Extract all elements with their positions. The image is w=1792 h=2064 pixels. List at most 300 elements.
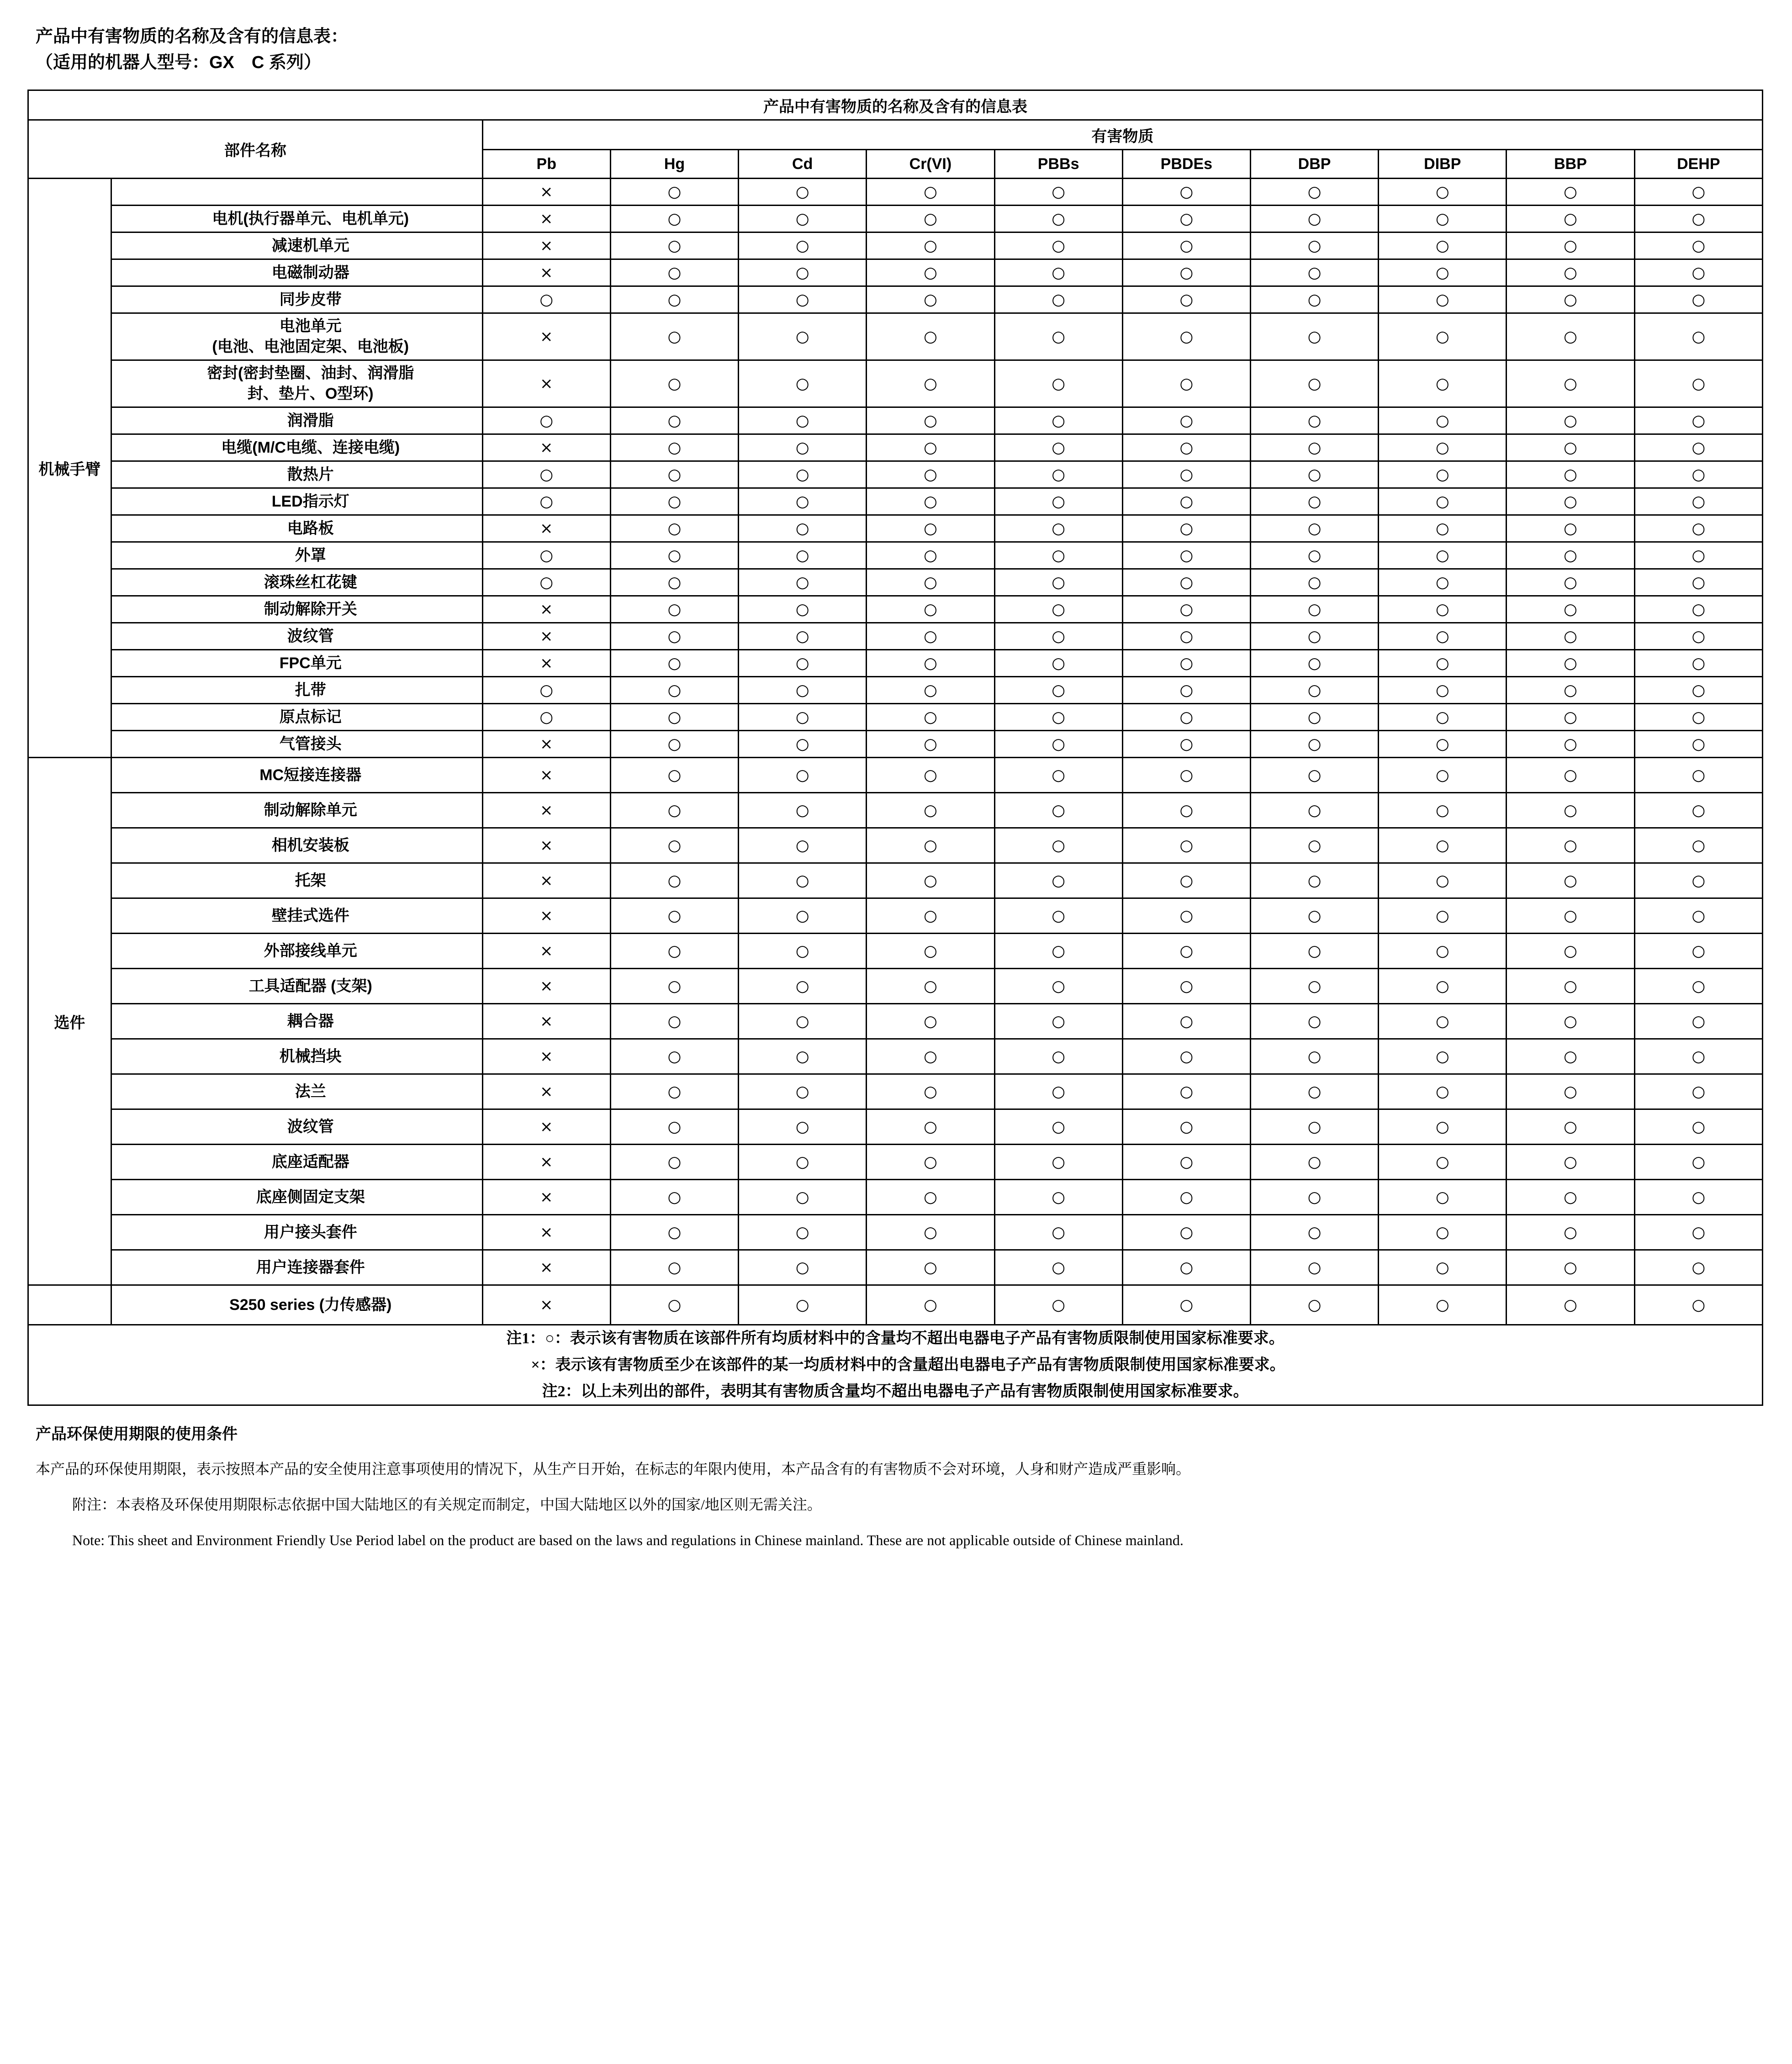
substance-mark-cell: ○: [739, 863, 867, 898]
substance-mark-cell: ○: [1507, 1004, 1634, 1039]
substance-mark-cell: ○: [994, 179, 1122, 206]
substance-mark-cell: ○: [482, 704, 610, 731]
part-name-cell: 工具适配器 (支架): [111, 969, 482, 1004]
table-title: 产品中有害物质的名称及含有的信息表: [28, 90, 1763, 120]
substance-mark-cell: ○: [1250, 259, 1378, 286]
substance-mark-cell: ○: [1379, 1074, 1507, 1109]
substance-mark-cell: ○: [482, 488, 610, 515]
substance-mark-cell: ×: [482, 232, 610, 259]
substance-mark-cell: ○: [1250, 313, 1378, 360]
row-category-label: [28, 1285, 111, 1325]
substance-mark-cell: ○: [1122, 1109, 1250, 1145]
substance-mark-cell: ○: [610, 259, 738, 286]
substance-mark-cell: ○: [1250, 1285, 1378, 1325]
part-name-cell: 波纹管: [111, 1109, 482, 1145]
substance-mark-cell: ○: [1634, 1145, 1762, 1180]
heading-line-1: 产品中有害物质的名称及含有的信息表：: [36, 27, 349, 46]
substance-mark-cell: ○: [610, 542, 738, 569]
table-row: [28, 515, 1763, 542]
substance-mark-cell: ○: [867, 179, 994, 206]
substance-mark-cell: ○: [994, 650, 1122, 677]
substance-mark-cell: ○: [994, 863, 1122, 898]
table-row: [28, 461, 1763, 488]
substance-mark-cell: ○: [482, 407, 610, 434]
part-name-cell: [111, 179, 482, 206]
substance-mark-cell: ○: [1122, 650, 1250, 677]
substance-mark-cell: ○: [1379, 461, 1507, 488]
table-group-header-row: [28, 120, 1763, 150]
substance-column-header: Cd: [739, 150, 867, 179]
substance-mark-cell: ○: [1507, 179, 1634, 206]
substance-mark-cell: ○: [867, 863, 994, 898]
substance-mark-cell: ○: [1507, 569, 1634, 596]
substance-mark-cell: ○: [867, 704, 994, 731]
substance-mark-cell: ○: [1250, 677, 1378, 704]
substance-mark-cell: ○: [1634, 259, 1762, 286]
substance-mark-cell: ○: [1634, 969, 1762, 1004]
substance-mark-cell: ○: [994, 731, 1122, 758]
substance-mark-cell: ○: [1634, 793, 1762, 828]
substance-mark-cell: ○: [994, 434, 1122, 461]
substance-mark-cell: ×: [482, 623, 610, 650]
substance-mark-cell: ○: [1634, 179, 1762, 206]
substance-mark-cell: ○: [1122, 179, 1250, 206]
substance-mark-cell: ○: [1507, 969, 1634, 1004]
substance-mark-cell: ○: [1250, 1039, 1378, 1074]
substance-mark-cell: ○: [1122, 569, 1250, 596]
substance-mark-cell: ○: [1507, 434, 1634, 461]
part-name-cell: LED指示灯: [111, 488, 482, 515]
table-row: [28, 758, 1763, 793]
substance-mark-cell: ○: [867, 731, 994, 758]
substance-mark-cell: ○: [610, 461, 738, 488]
part-name-cell: 电路板: [111, 515, 482, 542]
substance-mark-cell: ○: [994, 259, 1122, 286]
substance-mark-cell: ○: [1122, 1285, 1250, 1325]
substance-mark-cell: ○: [1379, 758, 1507, 793]
substance-mark-cell: ○: [867, 1109, 994, 1145]
substance-mark-cell: ○: [739, 677, 867, 704]
table-row: [28, 488, 1763, 515]
substance-mark-cell: ○: [1379, 1145, 1507, 1180]
substance-mark-cell: ○: [739, 704, 867, 731]
part-name-cell: 散热片: [111, 461, 482, 488]
substance-mark-cell: ○: [994, 206, 1122, 232]
substance-mark-cell: ○: [1122, 286, 1250, 313]
substance-mark-cell: ○: [1379, 286, 1507, 313]
substance-mark-cell: ○: [739, 407, 867, 434]
substance-mark-cell: ○: [867, 650, 994, 677]
substance-mark-cell: ○: [1634, 731, 1762, 758]
substance-mark-cell: ○: [867, 515, 994, 542]
substance-mark-cell: ○: [610, 286, 738, 313]
substance-mark-cell: ○: [1122, 1250, 1250, 1285]
substance-mark-cell: ○: [1507, 704, 1634, 731]
substance-mark-cell: ○: [482, 286, 610, 313]
substance-mark-cell: ○: [1634, 934, 1762, 969]
table-title-row: [28, 90, 1763, 120]
substance-mark-cell: ○: [1634, 1250, 1762, 1285]
part-name-cell: 电池单元 (电池、电池固定架、电池板): [111, 313, 482, 360]
substance-mark-cell: ○: [1507, 515, 1634, 542]
substance-mark-cell: ○: [994, 313, 1122, 360]
substance-mark-cell: ×: [482, 360, 610, 407]
substance-mark-cell: ○: [1634, 1285, 1762, 1325]
substance-mark-cell: ○: [610, 793, 738, 828]
footer-paragraph-3: Note: This sheet and Environment Friendly Use Period label on the product are based on the laws and regulations in Chinese mainland. These are not applicable outside of Chinese mainland.: [72, 1532, 1184, 1549]
substance-mark-cell: ○: [1379, 488, 1507, 515]
table-row: [28, 677, 1763, 704]
substance-mark-cell: ○: [1122, 623, 1250, 650]
part-name-cell: 机械挡块: [111, 1039, 482, 1074]
substance-mark-cell: ○: [739, 515, 867, 542]
substance-mark-cell: ○: [610, 1074, 738, 1109]
substance-column-header: DBP: [1250, 150, 1378, 179]
substance-column-header: PBDEs: [1122, 150, 1250, 179]
substance-mark-cell: ○: [1507, 1215, 1634, 1250]
table-row: [28, 313, 1763, 360]
substance-mark-cell: ○: [1634, 1004, 1762, 1039]
table-row: [28, 863, 1763, 898]
footer-heading: 产品环保使用期限的使用条件: [36, 1425, 238, 1443]
substance-mark-cell: ○: [867, 677, 994, 704]
substance-mark-cell: ○: [994, 793, 1122, 828]
substance-mark-cell: ×: [482, 650, 610, 677]
substance-mark-cell: ○: [739, 1074, 867, 1109]
substance-mark-cell: ○: [1507, 259, 1634, 286]
substance-mark-cell: ○: [739, 313, 867, 360]
substance-mark-cell: ○: [994, 1145, 1122, 1180]
substance-mark-cell: ○: [1122, 704, 1250, 731]
table-row: [28, 360, 1763, 407]
table-row: [28, 1180, 1763, 1215]
substance-mark-cell: ○: [1379, 179, 1507, 206]
part-name-cell: 用户连接器套件: [111, 1250, 482, 1285]
part-name-cell: 电机(执行器单元、电机单元): [111, 206, 482, 232]
document-heading: [36, 24, 1765, 76]
substance-mark-cell: ○: [867, 969, 994, 1004]
substance-mark-cell: ○: [994, 407, 1122, 434]
substance-mark-cell: ○: [867, 313, 994, 360]
substance-mark-cell: ○: [867, 286, 994, 313]
substance-mark-cell: ○: [1634, 863, 1762, 898]
substance-mark-cell: ○: [1250, 1250, 1378, 1285]
substance-mark-cell: ○: [994, 515, 1122, 542]
substance-mark-cell: ○: [1507, 1285, 1634, 1325]
substance-mark-cell: ×: [482, 179, 610, 206]
substance-mark-cell: ○: [1250, 758, 1378, 793]
table-row: [28, 1039, 1763, 1074]
substance-mark-cell: ○: [1379, 569, 1507, 596]
substance-mark-cell: ○: [1379, 1004, 1507, 1039]
substance-mark-cell: ○: [1634, 1109, 1762, 1145]
substance-mark-cell: ○: [1379, 969, 1507, 1004]
substance-mark-cell: ○: [610, 1004, 738, 1039]
substance-mark-cell: ○: [610, 898, 738, 934]
substance-mark-cell: ○: [867, 259, 994, 286]
substance-mark-cell: ○: [1122, 1215, 1250, 1250]
footer-paragraph-2: 附注：本表格及环保使用期限标志依据中国大陆地区的有关规定而制定，中国大陆地区以外的国家/地区则无需关注。: [72, 1496, 822, 1513]
table-row: [28, 1145, 1763, 1180]
substance-mark-cell: ○: [1634, 677, 1762, 704]
substance-mark-cell: ○: [610, 1039, 738, 1074]
substance-mark-cell: ○: [1250, 704, 1378, 731]
substance-mark-cell: ○: [610, 934, 738, 969]
substance-mark-cell: ○: [739, 360, 867, 407]
substance-mark-cell: ○: [1122, 206, 1250, 232]
substance-mark-cell: ×: [482, 515, 610, 542]
substance-mark-cell: ○: [1379, 623, 1507, 650]
substance-mark-cell: ○: [1122, 1004, 1250, 1039]
substance-mark-cell: ○: [739, 969, 867, 1004]
part-name-cell: 原点标记: [111, 704, 482, 731]
substance-column-header: DEHP: [1634, 150, 1762, 179]
substance-mark-cell: ○: [867, 1039, 994, 1074]
part-name-cell: 制动解除开关: [111, 596, 482, 623]
substance-mark-cell: ○: [1250, 232, 1378, 259]
substance-mark-cell: ○: [1122, 232, 1250, 259]
substance-mark-cell: ○: [610, 623, 738, 650]
substance-mark-cell: ○: [1250, 863, 1378, 898]
substance-mark-cell: ○: [867, 360, 994, 407]
substance-mark-cell: ○: [1507, 793, 1634, 828]
substance-mark-cell: ○: [739, 179, 867, 206]
substance-mark-cell: ○: [610, 1215, 738, 1250]
substance-mark-cell: ○: [1507, 1250, 1634, 1285]
substance-mark-cell: ○: [610, 677, 738, 704]
substance-mark-cell: ○: [994, 1250, 1122, 1285]
substance-mark-cell: ○: [1122, 542, 1250, 569]
substance-mark-cell: ○: [739, 1180, 867, 1215]
substance-mark-cell: ○: [739, 793, 867, 828]
substance-mark-cell: ○: [610, 569, 738, 596]
row-category-label: 机械手臂: [28, 179, 111, 758]
substance-mark-cell: ○: [1250, 596, 1378, 623]
substance-mark-cell: ○: [1122, 360, 1250, 407]
substance-mark-cell: ○: [1122, 677, 1250, 704]
part-name-cell: 电磁制动器: [111, 259, 482, 286]
substance-mark-cell: ○: [739, 596, 867, 623]
substance-mark-cell: ○: [1507, 542, 1634, 569]
substance-mark-cell: ○: [739, 1285, 867, 1325]
substance-mark-cell: ○: [1379, 542, 1507, 569]
substance-mark-cell: ○: [1250, 179, 1378, 206]
substance-mark-cell: ○: [1250, 934, 1378, 969]
substance-mark-cell: ○: [994, 1109, 1122, 1145]
substance-mark-cell: ○: [1634, 1180, 1762, 1215]
table-notes: [28, 1325, 1763, 1405]
substance-mark-cell: ○: [1634, 623, 1762, 650]
substance-mark-cell: ×: [482, 1215, 610, 1250]
substance-mark-cell: ○: [1122, 596, 1250, 623]
substance-mark-cell: ○: [1250, 569, 1378, 596]
substance-mark-cell: ○: [1379, 313, 1507, 360]
substance-mark-cell: ×: [482, 1004, 610, 1039]
part-name-cell: 扎带: [111, 677, 482, 704]
substance-mark-cell: ○: [994, 569, 1122, 596]
substance-mark-cell: ×: [482, 969, 610, 1004]
substance-mark-cell: ×: [482, 731, 610, 758]
substance-mark-cell: ○: [1122, 828, 1250, 863]
substance-mark-cell: ○: [739, 1039, 867, 1074]
substance-mark-cell: ○: [867, 407, 994, 434]
substance-mark-cell: ○: [994, 488, 1122, 515]
substance-mark-cell: ○: [1507, 596, 1634, 623]
substance-mark-cell: ○: [994, 934, 1122, 969]
substance-mark-cell: ○: [739, 1145, 867, 1180]
substance-mark-cell: ○: [1634, 1215, 1762, 1250]
part-name-cell: MC短接连接器: [111, 758, 482, 793]
substance-mark-cell: ×: [482, 259, 610, 286]
substance-mark-cell: ○: [867, 488, 994, 515]
part-name-cell: 制动解除单元: [111, 793, 482, 828]
substance-mark-cell: ○: [994, 828, 1122, 863]
substance-mark-cell: ○: [1634, 542, 1762, 569]
footer-section: [36, 1421, 1765, 1552]
table-row: [28, 1250, 1763, 1285]
table-row: [28, 569, 1763, 596]
substance-mark-cell: ○: [1250, 286, 1378, 313]
part-name-cell: 波纹管: [111, 623, 482, 650]
substance-mark-cell: ○: [867, 1215, 994, 1250]
substance-mark-cell: ×: [482, 434, 610, 461]
table-row: [28, 731, 1763, 758]
substance-mark-cell: ○: [1250, 650, 1378, 677]
substance-mark-cell: ○: [610, 434, 738, 461]
substance-mark-cell: ○: [610, 179, 738, 206]
substance-mark-cell: ○: [1250, 407, 1378, 434]
substance-mark-cell: ○: [739, 488, 867, 515]
substance-mark-cell: ○: [867, 623, 994, 650]
substance-mark-cell: ○: [1250, 434, 1378, 461]
table-row: [28, 793, 1763, 828]
substance-mark-cell: ○: [1634, 232, 1762, 259]
substance-mark-cell: ○: [610, 704, 738, 731]
substance-mark-cell: ○: [1122, 1039, 1250, 1074]
part-name-cell: 气管接头: [111, 731, 482, 758]
table-row: [28, 1285, 1763, 1325]
substance-mark-cell: ×: [482, 828, 610, 863]
substance-mark-cell: ○: [994, 596, 1122, 623]
table-row: [28, 232, 1763, 259]
substance-column-header: DIBP: [1379, 150, 1507, 179]
table-row: [28, 259, 1763, 286]
substance-mark-cell: ○: [1507, 286, 1634, 313]
substance-mark-cell: ○: [482, 542, 610, 569]
table-row: [28, 542, 1763, 569]
substance-mark-cell: ○: [1634, 704, 1762, 731]
table-row: [28, 1074, 1763, 1109]
substance-mark-cell: ○: [1634, 360, 1762, 407]
substance-mark-cell: ○: [1634, 758, 1762, 793]
substance-mark-cell: ○: [1250, 828, 1378, 863]
substance-mark-cell: ○: [610, 515, 738, 542]
table-row: [28, 1004, 1763, 1039]
substance-mark-cell: ○: [1250, 793, 1378, 828]
substance-mark-cell: ○: [739, 1109, 867, 1145]
substance-mark-cell: ○: [1122, 407, 1250, 434]
substance-mark-cell: ○: [1507, 758, 1634, 793]
substance-mark-cell: ○: [867, 596, 994, 623]
substance-mark-cell: ○: [739, 1250, 867, 1285]
substance-mark-cell: ○: [1122, 313, 1250, 360]
substance-mark-cell: ○: [867, 569, 994, 596]
part-name-cell: 底座侧固定支架: [111, 1180, 482, 1215]
substance-mark-cell: ○: [1250, 898, 1378, 934]
table-row: [28, 934, 1763, 969]
substance-mark-cell: ○: [739, 650, 867, 677]
substance-mark-cell: ○: [1507, 934, 1634, 969]
table-row: [28, 650, 1763, 677]
table-row: [28, 206, 1763, 232]
substance-mark-cell: ×: [482, 1145, 610, 1180]
substance-mark-cell: ○: [1634, 461, 1762, 488]
substance-mark-cell: ○: [610, 1109, 738, 1145]
substance-mark-cell: ○: [1250, 623, 1378, 650]
substance-mark-cell: ○: [1379, 898, 1507, 934]
part-name-cell: 滚珠丝杠花键: [111, 569, 482, 596]
substance-mark-cell: ×: [482, 1180, 610, 1215]
substance-mark-cell: ○: [739, 461, 867, 488]
substance-mark-cell: ○: [1122, 434, 1250, 461]
substance-mark-cell: ○: [739, 434, 867, 461]
substance-mark-cell: ○: [867, 758, 994, 793]
substance-mark-cell: ○: [867, 434, 994, 461]
substance-column-header: Pb: [482, 150, 610, 179]
part-name-cell: 壁挂式选件: [111, 898, 482, 934]
hazardous-substances-table: [27, 90, 1763, 1406]
substance-mark-cell: ○: [867, 1250, 994, 1285]
substance-mark-cell: ×: [482, 1250, 610, 1285]
substance-mark-cell: ○: [1507, 650, 1634, 677]
substance-mark-cell: ○: [1122, 863, 1250, 898]
substance-mark-cell: ○: [1379, 863, 1507, 898]
substance-mark-cell: ○: [610, 360, 738, 407]
substance-mark-cell: ○: [1634, 1039, 1762, 1074]
substance-mark-cell: ○: [1250, 461, 1378, 488]
table-row: [28, 434, 1763, 461]
substance-mark-cell: ○: [1122, 934, 1250, 969]
substance-mark-cell: ○: [994, 542, 1122, 569]
substance-mark-cell: ○: [867, 1285, 994, 1325]
substance-mark-cell: ○: [994, 758, 1122, 793]
substance-mark-cell: ○: [1250, 731, 1378, 758]
substance-mark-cell: ○: [1122, 488, 1250, 515]
substance-mark-cell: ○: [739, 758, 867, 793]
substance-mark-cell: ×: [482, 758, 610, 793]
substance-mark-cell: ○: [1379, 1039, 1507, 1074]
part-name-cell: 密封(密封垫圈、油封、润滑脂 封、垫片、O型环): [111, 360, 482, 407]
substance-mark-cell: ○: [482, 677, 610, 704]
substance-column-header: BBP: [1507, 150, 1634, 179]
part-name-cell: 同步皮带: [111, 286, 482, 313]
substance-mark-cell: ○: [610, 313, 738, 360]
substance-mark-cell: ○: [1379, 650, 1507, 677]
substance-mark-cell: ○: [1507, 313, 1634, 360]
substance-mark-cell: ○: [867, 793, 994, 828]
substance-mark-cell: ○: [1507, 828, 1634, 863]
substance-mark-cell: ○: [610, 1145, 738, 1180]
substance-mark-cell: ○: [1634, 434, 1762, 461]
substance-mark-cell: ○: [1507, 1180, 1634, 1215]
substance-mark-cell: ○: [1379, 828, 1507, 863]
table-row: [28, 969, 1763, 1004]
substance-mark-cell: ○: [1379, 1250, 1507, 1285]
substance-mark-cell: ○: [1122, 1145, 1250, 1180]
substance-mark-cell: ○: [1634, 286, 1762, 313]
substance-column-header: PBBs: [994, 150, 1122, 179]
substance-mark-cell: ○: [994, 1285, 1122, 1325]
